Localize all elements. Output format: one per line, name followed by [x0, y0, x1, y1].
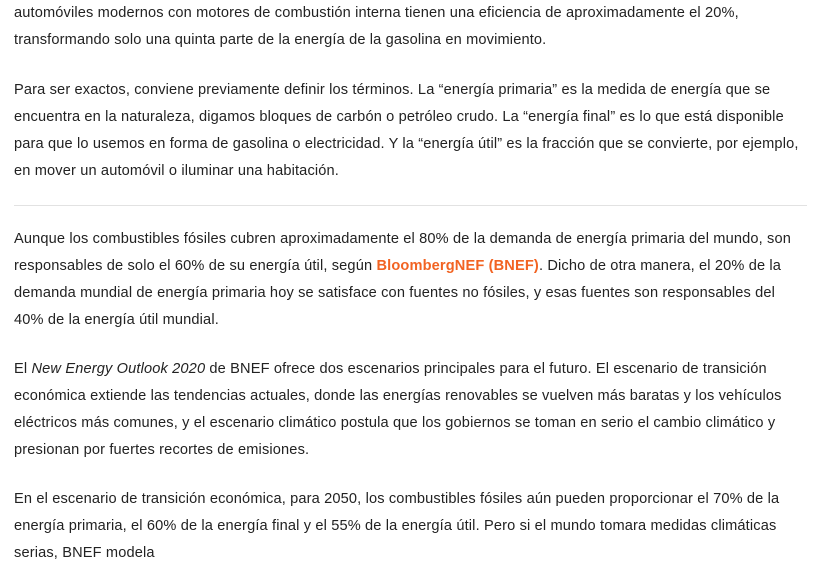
paragraph-5 — [14, 486, 807, 567]
section-divider — [14, 205, 807, 206]
paragraph-2 — [14, 77, 807, 185]
paragraph-spacer — [14, 464, 807, 486]
paragraph-spacer — [14, 54, 807, 77]
paragraph-4 — [14, 356, 807, 464]
paragraph-4-text-before: El — [14, 361, 32, 377]
paragraph-3-text-after: . Dicho de otra manera, el 20% de la demanda mundial de energía primaria hoy se satisface con fuentes no fósiles, y esas fuentes son responsables del 40% de la energía útil mundial. — [14, 258, 782, 328]
paragraph-4-text-after: de BNEF ofrece dos escenarios principales para el futuro. El escenario de transición económica extiende las tendencias actuales, donde las energías renovables se vuelven más baratas y los vehículos eléctricos más comunes, y el escenario climático postula que los gobiernos se toman en serio el cambio climático y presionan por fuertes recortes de emisiones. — [14, 361, 782, 458]
paragraph-2-text: Para ser exactos, conviene previamente definir los términos. La “energía primaria” es la medida de energía que se encuentra en la naturaleza, digamos bloques de carbón o petróleo crudo. La “energía final” es lo que está disponible para que lo usemos en forma de gasolina o electricidad. Y la “energía útil” es la fracción que se convierte, por ejemplo, en mover un automóvil o iluminar una habitación. — [14, 82, 799, 179]
paragraph-5-text: En el escenario de transición económica, para 2050, los combustibles fósiles aún pueden proporcionar el 70% de la energía primaria, el 60% de la energía final y el 55% de la energía útil. Pero si el mundo tomara medidas climáticas serias, BNEF modela — [14, 491, 780, 561]
bloombergnef-link[interactable]: BloombergNEF (BNEF) — [376, 258, 539, 274]
section-divider-wrapper — [14, 185, 807, 226]
paragraph-spacer — [14, 334, 807, 356]
paragraph-1 — [14, 0, 807, 54]
paragraph-3 — [14, 226, 807, 334]
paragraph-3-text-before: Aunque los combustibles fósiles cubren aproximadamente el 80% de la demanda de energía primaria del mundo, son responsables de solo el 60% de su energía útil, según — [14, 231, 792, 274]
paragraph-1-text: automóviles modernos con motores de combustión interna tienen una eficiencia de aproximadamente el 20%, transformando solo una quinta parte de la energía de la gasolina en movimiento. — [14, 5, 739, 48]
report-title: New Energy Outlook 2020 — [31, 361, 206, 377]
